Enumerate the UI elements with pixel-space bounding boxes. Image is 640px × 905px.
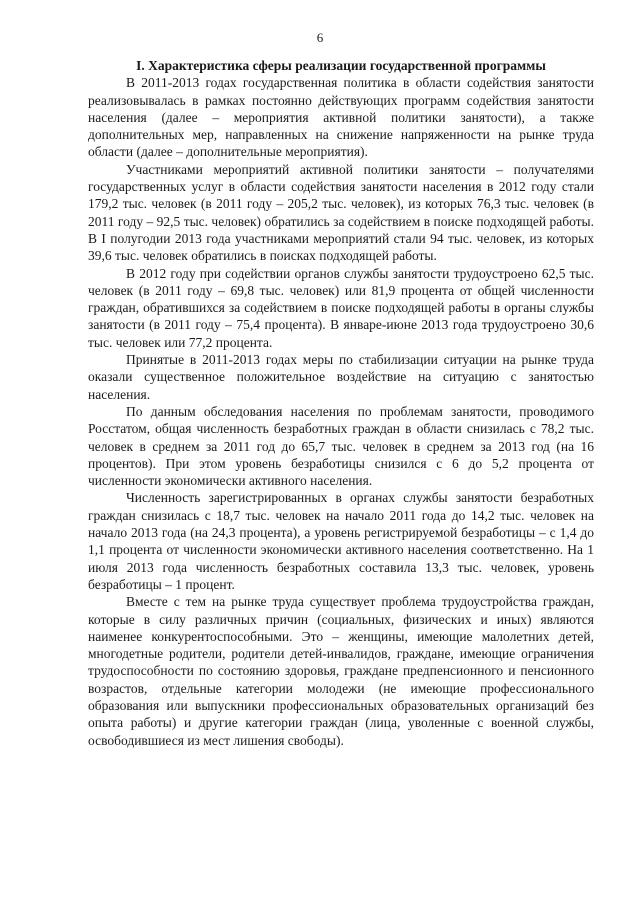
paragraph-5: По данным обследования населения по проблемам занятости, проводимого Росстатом, общая численность безработных граждан в области снизилась с 78,2 тыс. человек в среднем за 2011 год до 65,7 тыс. человек в среднем за 2013 год (на 16 процентов). При этом уровень безработицы снизился с 6 до 5,2 процента от численности экономически активного населения. <box>88 403 594 489</box>
paragraph-7: Вместе с тем на рынке труда существует проблема трудоустройства граждан, которые в силу различных причин (социальных, физических и иных) являются наименее конкурентоспособными. Это – женщины, имеющие малолетних детей, многодетные родители, родители детей-инвалидов, граждане, имеющие ограничения трудоспособности по состоянию здоровья, граждане предпенсионного и пенсионного возрастов, отдельные категории молодежи (не имеющие профессионального образования или выпускники профессиональных образовательных организаций без опыта работы) и другие категории граждан (лица, уволенные с военной службы, освободившиеся из мест лишения свободы). <box>88 594 594 748</box>
paragraph-1: В 2011-2013 годах государственная политика в области содействия занятости реализовывалась в рамках постоянно действующих программ содействия занятости населения (далее – мероприятия активной политики занятости), а также дополнительных мер, направленных на снижение напряженности на рынке труда области (далее – дополнительные мероприятия). <box>88 75 594 160</box>
paragraph-6: Численность зарегистрированных в органах службы занятости безработных граждан снизилась с 18,7 тыс. человек на начало 2011 года до 14,2 тыс. человек на начало 2013 года (на 24,3 процента), а уровень регистрируемой безработицы – с 1,4 до 1,1 процента от численности экономически активного населения соответственно. На 1 июля 2013 года численность безработных составила 13,3 тыс. человек, уровень безработицы – 1 процент. <box>88 490 594 592</box>
section-title: I. Характеристика сферы реализации государственной программы <box>136 58 546 73</box>
paragraph-3: В 2012 году при содействии органов службы занятости трудоустроено 62,5 тыс. человек (в 2011 году – 69,8 тыс. человек) или 81,9 процента от общей численности граждан, обратившихся за содействием в поиске подходящей работы в органы службы занятости (в 2011 году – 75,4 процента). В январе-июне 2013 года трудоустроено 30,6 тыс. человек или 77,2 процента. <box>88 265 594 350</box>
paragraph-2: Участниками мероприятий активной политики занятости – получателями государственных услуг в области содействия занятости населения в 2012 году стали 179,2 тыс. человек (в 2011 году – 205,2 тыс. человек), из которых 76,3 тыс. человек (в 2011 году – 92,5 тыс. человек) обратились за содействием в поиске подходящей работы. В I полугодии 2013 года участниками мероприятий стали 94 тыс. человек, из которых 39,6 тыс. человек обратились в поисках подходящей работы. <box>88 161 594 264</box>
paragraph-4: Принятые в 2011-2013 годах меры по стабилизации ситуации на рынке труда оказали существенное положительное воздействие на ситуацию с занятостью населения. <box>88 352 594 402</box>
page-number: 6 <box>316 30 324 45</box>
page-content <box>88 57 594 749</box>
